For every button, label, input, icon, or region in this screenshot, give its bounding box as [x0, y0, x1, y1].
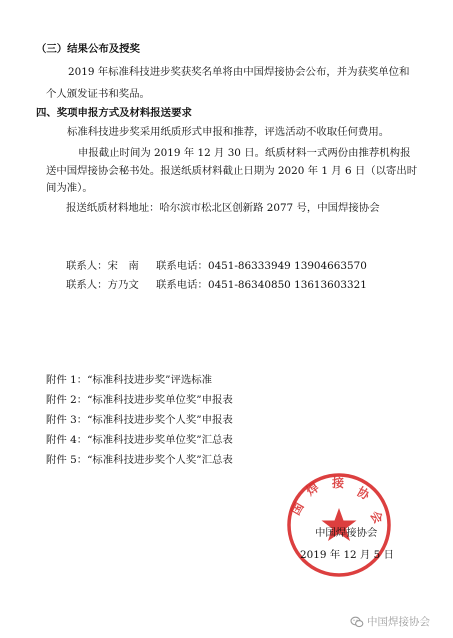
- contact-name: 联系人：宋 南: [66, 260, 139, 272]
- section3-heading: （三）结果公布及授奖: [36, 43, 140, 55]
- mailing-address: 报送纸质材料地址：哈尔滨市松北区创新路 2077 号，中国焊接协会: [66, 202, 380, 214]
- section4-heading: 四、奖项申报方式及材料报送要求: [36, 107, 192, 119]
- section3-paragraph-line1: 2019 年标准科技进步奖获奖名单将由中国焊接协会公布，并为获奖单位和: [68, 66, 410, 78]
- official-seal: [286, 472, 392, 578]
- svg-text:会: 会: [367, 508, 386, 526]
- svg-text:国: 国: [288, 500, 307, 518]
- section4-paragraph2-line2: 送中国焊接协会秘书处。报送纸质材料截止日期为 2020 年 1 月 6 日（以寄出时: [46, 165, 418, 177]
- section4-paragraph2-line3: 间为准）。: [46, 182, 93, 194]
- watermark-text: 中国焊接协会: [367, 616, 430, 628]
- svg-text:协: 协: [354, 484, 372, 503]
- contact-phone: 联系电话：0451-86340850 13613603321: [156, 279, 367, 291]
- signature-date: 2019 年 12 月 5 日: [300, 549, 394, 561]
- watermark: [350, 614, 430, 629]
- contact-name: 联系人：方乃文: [66, 279, 139, 291]
- section4-paragraph1: 标准科技进步奖采用纸质形式申报和推荐，评选活动不收取任何费用。: [67, 126, 390, 138]
- attachment-item: 附件 1：“标准科技进步奖”评选标准: [46, 374, 213, 386]
- section3-paragraph-line2: 个人颁发证书和奖品。: [46, 88, 150, 100]
- attachment-item: 附件 4：“标准科技进步奖单位奖”汇总表: [46, 434, 233, 446]
- contact-row: [66, 279, 367, 292]
- attachment-item: 附件 3：“标准科技进步奖个人奖”申报表: [46, 414, 233, 426]
- attachment-item: 附件 5：“标准科技进步奖个人奖”汇总表: [46, 454, 233, 466]
- contact-row: [66, 260, 367, 273]
- svg-text:接: 接: [332, 476, 345, 490]
- contact-phone: 联系电话：0451-86333949 13904663570: [156, 260, 367, 272]
- signature-organization: 中国焊接协会: [315, 527, 378, 539]
- section4-paragraph2-line1: 申报截止时间为 2019 年 12 月 30 日。纸质材料一式两份由推荐机构报: [78, 147, 411, 159]
- attachment-item: 附件 2：“标准科技进步奖单位奖”申报表: [46, 394, 233, 406]
- wechat-icon: [350, 615, 364, 629]
- svg-text:焊: 焊: [303, 480, 322, 499]
